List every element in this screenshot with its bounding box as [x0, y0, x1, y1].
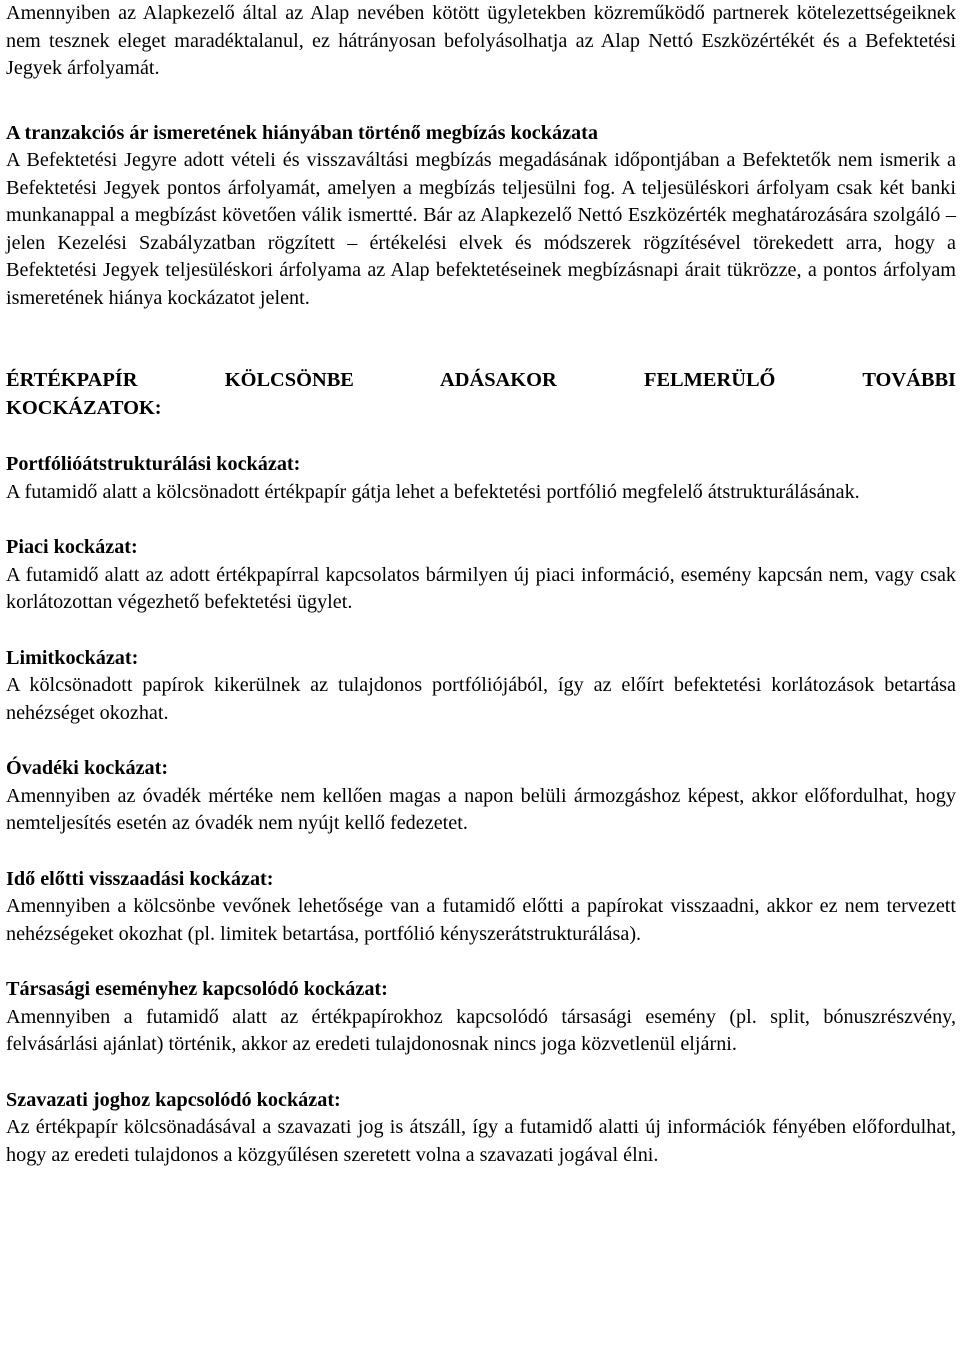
securities-lending-title-line1: ÉRTÉKPAPÍR KÖLCSÖNBE ADÁSAKOR FELMERÜLŐ TOVÁBBI [6, 369, 956, 391]
risk-body: A futamidő alatt az adott értékpapírral kapcsolatos bármilyen új piaci információ, esemény kapcsán nem, vagy csak korlátozottan végezhető befektetési ügylet. [6, 563, 956, 613]
risk-body: A kölcsönadott papírok kikerülnek az tulajdonos portfóliójából, így az előírt befektetési korlátozások betartása nehézséget okozhat. [6, 674, 956, 724]
risk-heading: Limitkockázat: [6, 646, 139, 669]
securities-lending-title-line2: KOCKÁZATOK: [6, 396, 162, 419]
risk-item-corporate-event [6, 976, 956, 1059]
risk-item-voting-rights [6, 1087, 956, 1170]
risk-heading: Társasági eseményhez kapcsolódó kockázat: [6, 978, 388, 1000]
risk-body: A futamidő alatt a kölcsönadott értékpapír gátja lehet a befektetési portfólió megfelelő átstrukturálásának. [6, 480, 860, 503]
risk-heading: Idő előtti visszaadási kockázat: [6, 867, 274, 890]
risk-item-portfolio-restructuring [6, 451, 956, 506]
risk-body: Amennyiben a kölcsönbe vevőnek lehetősége van a futamidő előtti a papírokat visszaadni, akkor ez nem tervezett nehézségeket okozhat (pl. limitek betartása, portfólió kényszerátstrukturálása). [6, 895, 956, 945]
risk-heading: Szavazati joghoz kapcsolódó kockázat: [6, 1088, 341, 1111]
risk-heading: Piaci kockázat: [6, 536, 138, 558]
risk-item-collateral [6, 755, 956, 838]
risk-item-early-return [6, 866, 956, 949]
securities-lending-title [6, 367, 956, 422]
risk-body: Amennyiben a futamidő alatt az értékpapírokhoz kapcsolódó társasági esemény (pl. split, bónuszrészvény, felvásárlási ajánlat) történik, akkor az eredeti tulajdonosnak nincs joga közvetlenül eljárni. [6, 1005, 956, 1055]
document-page [6, 0, 956, 1169]
risk-heading: Portfólióátstrukturálási kockázat: [6, 453, 301, 475]
transaction-price-heading: A tranzakciós ár ismeretének hiányában történő megbízás kockázata [6, 121, 598, 144]
intro-paragraph: Amennyiben az Alapkezelő által az Alap nevében kötött ügyletekben közreműködő partnerek kötelezettségeiknek nem tesznek eleget maradéktalanul, ez hátrányosan befolyásolhatja az Alap Nettó Eszközértékét és a Befektetési Jegyek árfolyamát. [6, 2, 956, 79]
risk-body: Amennyiben az óvadék mértéke nem kellően magas a napon belüli ármozgáshoz képest, akkor előfordulhat, hogy nemteljesítés esetén az óvadék nem nyújt kellő fedezetet. [6, 784, 956, 834]
risk-item-limit [6, 645, 956, 728]
risk-heading: Óvadéki kockázat: [6, 757, 169, 779]
transaction-price-section [6, 120, 956, 313]
risk-body: Az értékpapír kölcsönadásával a szavazati jog is átszáll, így a futamidő alatti új információk fényében előfordulhat, hogy az eredeti tulajdonos a közgyűlésen szeretett volna a szavazati jogával élni. [6, 1116, 956, 1166]
risk-item-market [6, 534, 956, 617]
transaction-price-body: A Befektetési Jegyre adott vételi és visszaváltási megbízás megadásának időpontjában a Befektetők nem ismerik a Befektetési Jegyek pontos árfolyamát, amelyen a megbízás teljesülni fog. A teljesüléskori árfolyam csak két banki munkanappal a megbízást követően válik ismertté. Bár az Alapkezelő Nettó Eszközérték meghatározására szolgáló – jelen Kezelési Szabályzatban rögzített – értékelési elvek és módszerek rögzítésével törekedett arra, hogy a Befektetési Jegyek teljesüléskori árfolyama az Alap befektetéseinek megbízásnapi árait tükrözze, a pontos árfolyam ismeretének hiánya kockázatot jelent. [6, 149, 956, 309]
